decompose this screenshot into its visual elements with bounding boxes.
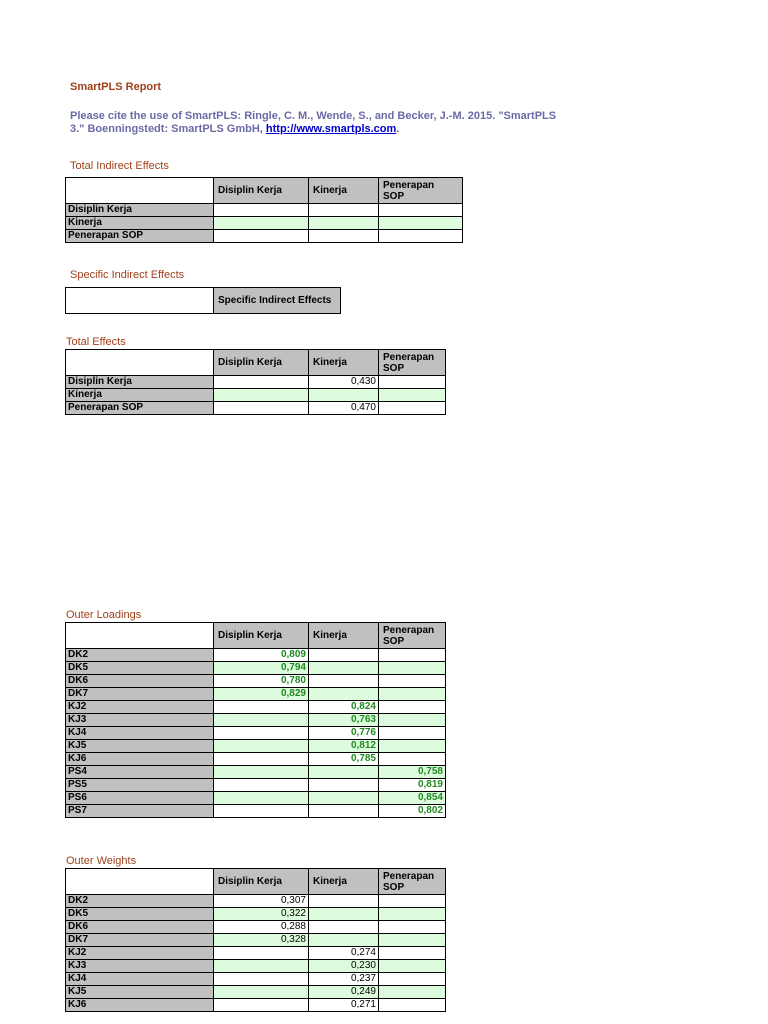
citation [70, 110, 570, 136]
value-cell [309, 389, 379, 402]
table-row [66, 230, 463, 243]
value-cell [214, 986, 309, 999]
value-cell: 0,763 [309, 714, 379, 727]
row-label: KJ4 [66, 727, 214, 740]
value-cell [309, 766, 379, 779]
value-cell [379, 895, 446, 908]
value-cell [379, 675, 446, 688]
citation-text: Please cite the use of SmartPLS: Ringle, C. M., Wende, S., and Becker, J.-M. 2015. "SmartPLS 3." Boenningstedt: SmartPLS GmbH, [70, 110, 557, 135]
value-cell [309, 779, 379, 792]
citation-end: . [396, 123, 400, 135]
value-cell [379, 389, 446, 402]
table-row [66, 792, 446, 805]
value-cell [379, 999, 446, 1012]
col-header: Specific Indirect Effects [214, 288, 341, 314]
value-cell [214, 753, 309, 766]
value-cell [379, 740, 446, 753]
value-cell: 0,271 [309, 999, 379, 1012]
value-cell: 0,829 [214, 688, 309, 701]
col-header: Penerapan SOP [379, 350, 446, 376]
value-cell [309, 688, 379, 701]
table-row [66, 947, 446, 960]
table-row [66, 934, 446, 947]
row-label: DK7 [66, 688, 214, 701]
value-cell [379, 921, 446, 934]
row-label: PS4 [66, 766, 214, 779]
value-cell: 0,249 [309, 986, 379, 999]
row-label: KJ2 [66, 947, 214, 960]
total-effects-table [65, 349, 446, 415]
report-title: SmartPLS Report [70, 81, 162, 93]
value-cell [309, 895, 379, 908]
table-row [66, 753, 446, 766]
value-cell: 0,809 [214, 649, 309, 662]
table-row [66, 960, 446, 973]
row-label: KJ3 [66, 960, 214, 973]
table-row [66, 908, 446, 921]
value-cell: 0,854 [379, 792, 446, 805]
table-row [66, 376, 446, 389]
row-label: KJ5 [66, 986, 214, 999]
value-cell [379, 934, 446, 947]
row-label: KJ6 [66, 999, 214, 1012]
col-header: Disiplin Kerja [214, 178, 309, 204]
value-cell [379, 701, 446, 714]
value-cell [214, 947, 309, 960]
value-cell [379, 402, 446, 415]
specific-indirect-title: Specific Indirect Effects [70, 269, 185, 281]
col-header: Penerapan SOP [379, 869, 446, 895]
row-label: KJ6 [66, 753, 214, 766]
value-cell: 0,776 [309, 727, 379, 740]
value-cell [214, 960, 309, 973]
value-cell [379, 688, 446, 701]
row-label: Disiplin Kerja [66, 204, 214, 217]
row-label: Penerapan SOP [66, 230, 214, 243]
value-cell [309, 908, 379, 921]
value-cell [309, 792, 379, 805]
value-cell: 0,288 [214, 921, 309, 934]
table-row [66, 402, 446, 415]
value-cell [214, 779, 309, 792]
smartpls-link[interactable]: http://www.smartpls.com [265, 123, 397, 135]
outer-weights-table [65, 868, 446, 1012]
value-cell: 0,322 [214, 908, 309, 921]
table-row [66, 649, 446, 662]
total-indirect-title: Total Indirect Effects [70, 160, 169, 172]
value-cell: 0,274 [309, 947, 379, 960]
value-cell: 0,230 [309, 960, 379, 973]
row-label: DK7 [66, 934, 214, 947]
value-cell [214, 792, 309, 805]
table-row [66, 779, 446, 792]
value-cell [379, 376, 446, 389]
value-cell [214, 973, 309, 986]
value-cell: 0,819 [379, 779, 446, 792]
value-cell [309, 662, 379, 675]
row-label: PS7 [66, 805, 214, 818]
value-cell [214, 740, 309, 753]
row-label: DK6 [66, 675, 214, 688]
value-cell [379, 986, 446, 999]
outer-weights-title: Outer Weights [66, 855, 137, 867]
total-indirect-table [65, 177, 463, 243]
col-header: Kinerja [309, 178, 379, 204]
value-cell: 0,470 [309, 402, 379, 415]
col-header: Kinerja [309, 869, 379, 895]
value-cell: 0,802 [379, 805, 446, 818]
value-cell [214, 766, 309, 779]
value-cell [379, 908, 446, 921]
value-cell [214, 402, 309, 415]
col-header: Kinerja [309, 350, 379, 376]
outer-loadings-body [66, 649, 446, 818]
value-cell: 0,328 [214, 934, 309, 947]
row-label: KJ4 [66, 973, 214, 986]
row-label: KJ2 [66, 701, 214, 714]
table-row [66, 204, 463, 217]
value-cell: 0,794 [214, 662, 309, 675]
col-header: Disiplin Kerja [214, 350, 309, 376]
row-label: KJ5 [66, 740, 214, 753]
value-cell [214, 376, 309, 389]
corner-cell [66, 623, 214, 649]
table-row [66, 740, 446, 753]
row-label: DK5 [66, 908, 214, 921]
value-cell [379, 662, 446, 675]
value-cell [309, 934, 379, 947]
outer-loadings-title: Outer Loadings [66, 609, 142, 621]
table-row [66, 714, 446, 727]
value-cell [309, 675, 379, 688]
total-effects-body [66, 376, 446, 415]
row-label: DK2 [66, 649, 214, 662]
corner-cell [66, 288, 214, 314]
table-row [66, 986, 446, 999]
value-cell: 0,812 [309, 740, 379, 753]
table-row [66, 805, 446, 818]
table-row [66, 895, 446, 908]
row-label: Kinerja [66, 389, 214, 402]
table-row [66, 973, 446, 986]
value-cell: 0,758 [379, 766, 446, 779]
outer-loadings-table [65, 622, 446, 818]
col-header: Disiplin Kerja [214, 623, 309, 649]
value-cell [214, 805, 309, 818]
value-cell [379, 973, 446, 986]
value-cell: 0,824 [309, 701, 379, 714]
value-cell: 0,307 [214, 895, 309, 908]
col-header: Kinerja [309, 623, 379, 649]
row-label: Kinerja [66, 217, 214, 230]
value-cell: 0,430 [309, 376, 379, 389]
row-label: PS5 [66, 779, 214, 792]
value-cell [379, 960, 446, 973]
table-row [66, 701, 446, 714]
corner-cell [66, 869, 214, 895]
value-cell [214, 999, 309, 1012]
value-cell [309, 649, 379, 662]
row-label: DK6 [66, 921, 214, 934]
outer-weights-body [66, 895, 446, 1012]
row-label: Penerapan SOP [66, 402, 214, 415]
table-row [66, 688, 446, 701]
value-cell [379, 649, 446, 662]
value-cell [309, 921, 379, 934]
table-row [66, 217, 463, 230]
value-cell [214, 701, 309, 714]
row-label: PS6 [66, 792, 214, 805]
row-label: DK5 [66, 662, 214, 675]
table-row [66, 389, 446, 402]
row-label: DK2 [66, 895, 214, 908]
corner-cell [66, 178, 214, 204]
value-cell [379, 714, 446, 727]
row-label: KJ3 [66, 714, 214, 727]
value-cell: 0,785 [309, 753, 379, 766]
value-cell [214, 727, 309, 740]
table-row [66, 766, 446, 779]
table-row [66, 999, 446, 1012]
value-cell [379, 753, 446, 766]
table-row [66, 675, 446, 688]
value-cell: 0,237 [309, 973, 379, 986]
table-row [66, 727, 446, 740]
value-cell: 0,780 [214, 675, 309, 688]
value-cell [379, 947, 446, 960]
col-header: Disiplin Kerja [214, 869, 309, 895]
value-cell [379, 727, 446, 740]
col-header: Penerapan SOP [379, 178, 463, 204]
value-cell [214, 389, 309, 402]
col-header: Penerapan SOP [379, 623, 446, 649]
table-row [66, 921, 446, 934]
value-cell [309, 805, 379, 818]
corner-cell [66, 350, 214, 376]
value-cell [214, 714, 309, 727]
total-effects-title: Total Effects [66, 336, 126, 348]
row-label: Disiplin Kerja [66, 376, 214, 389]
specific-indirect-table [65, 287, 341, 314]
table-row [66, 662, 446, 675]
